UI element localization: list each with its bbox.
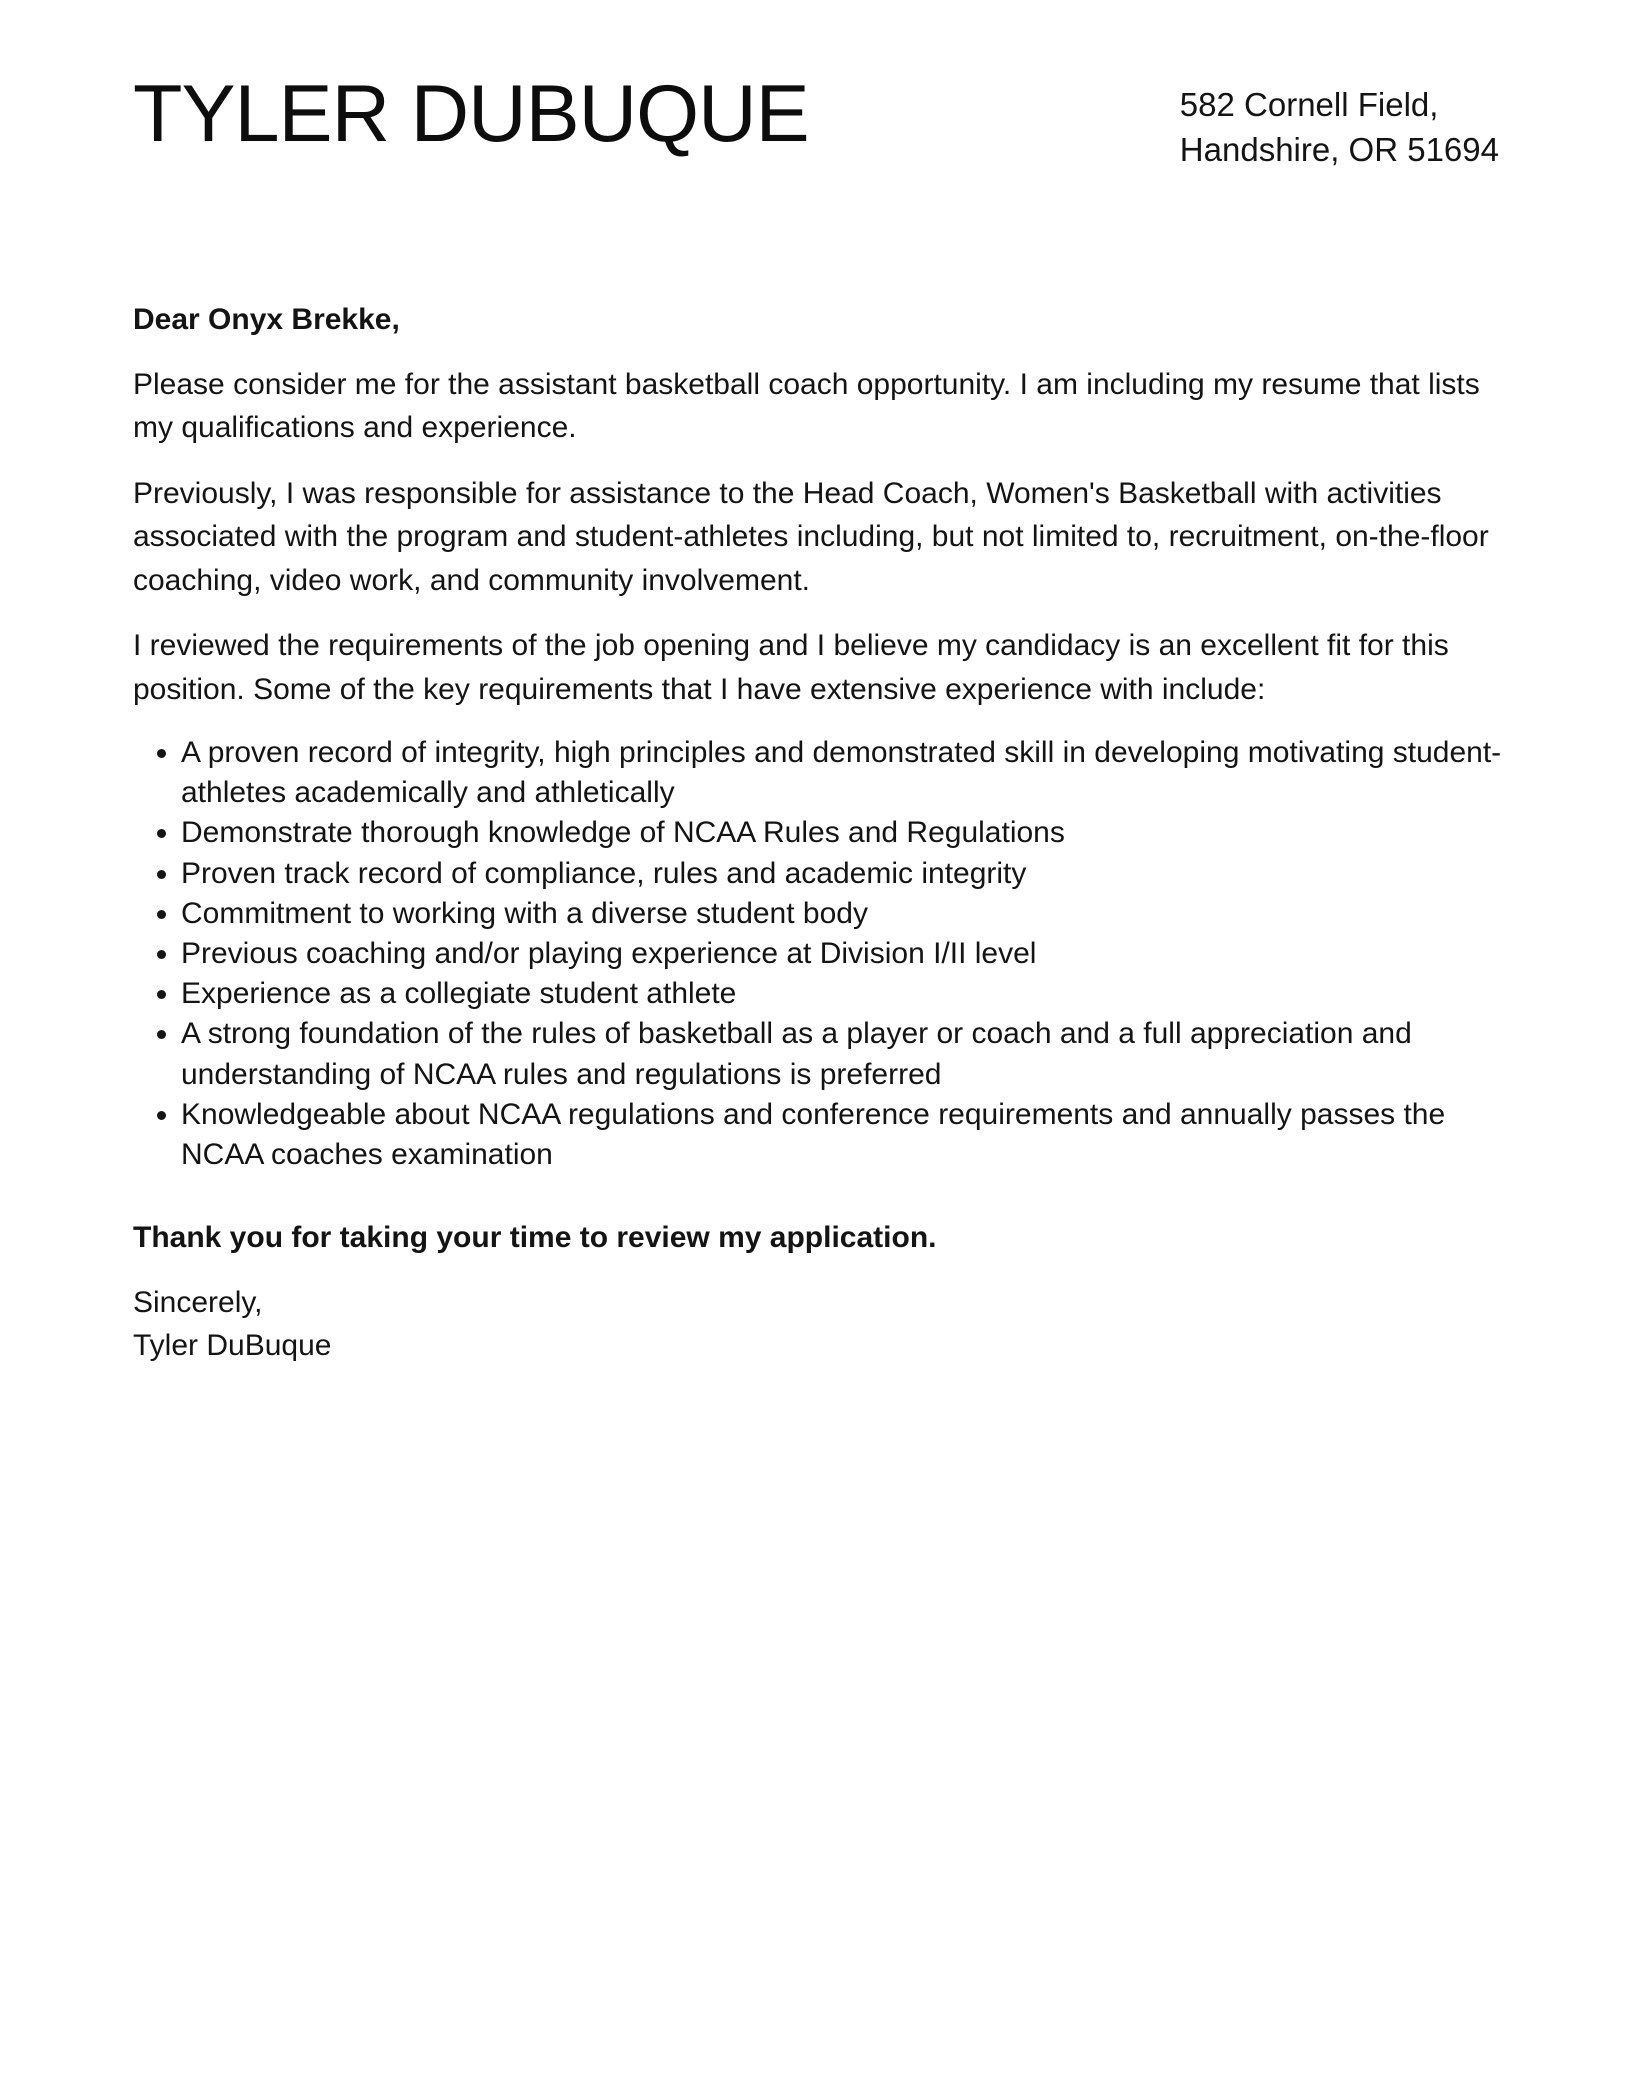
closing-line: Thank you for taking your time to review my application. <box>133 1221 937 1255</box>
paragraph-intro: Please consider me for the assistant basketball coach opportunity. I am including my resume that lists my qualifications and experience. <box>133 367 1480 444</box>
requirement-item: • Commitment to working with a diverse student body <box>181 894 1505 934</box>
requirements-list <box>133 733 1505 1175</box>
greeting: Dear Onyx Brekke, <box>133 303 400 336</box>
address-line-2: Handshire, OR 51694 <box>1179 131 1499 168</box>
letter-header <box>133 70 1499 190</box>
paragraph-requirements-intro: I reviewed the requirements of the job opening and I believe my candidacy is an excellent fit for this position. Some of the key requirements that I have extensive experience with include: <box>133 629 1449 706</box>
signoff: Sincerely, <box>133 1285 263 1319</box>
requirement-item: • Experience as a collegiate student athlete <box>181 974 1505 1014</box>
address-line-1: 582 Cornell Field, <box>1179 86 1439 123</box>
applicant-address <box>1180 82 1499 172</box>
requirement-item: • Previous coaching and/or playing experience at Division I/II level <box>181 934 1505 974</box>
paragraph-experience: Previously, I was responsible for assistance to the Head Coach, Women's Basketball with activities associated with the program and student-athletes including, but not limited to, recruitment, on-the-floor coaching, video work, and community involvement. <box>133 476 1489 597</box>
requirement-item: • A proven record of integrity, high principles and demonstrated skill in developing motivating student-athletes academically and athletically <box>181 733 1505 813</box>
requirement-item: • Demonstrate thorough knowledge of NCAA Rules and Regulations <box>181 813 1505 853</box>
letter-body <box>133 298 1505 1368</box>
requirement-item: • A strong foundation of the rules of basketball as a player or coach and a full appreciation and understanding of NCAA rules and regulations is preferred <box>181 1014 1505 1094</box>
signoff-block <box>133 1281 1505 1368</box>
signature-name: Tyler DuBuque <box>133 1329 332 1363</box>
applicant-name: TYLER DUBUQUE <box>133 69 809 159</box>
requirement-item: • Knowledgeable about NCAA regulations and conference requirements and annually passes the NCAA coaches examination <box>181 1095 1505 1175</box>
requirement-item: • Proven track record of compliance, rules and academic integrity <box>181 854 1505 894</box>
